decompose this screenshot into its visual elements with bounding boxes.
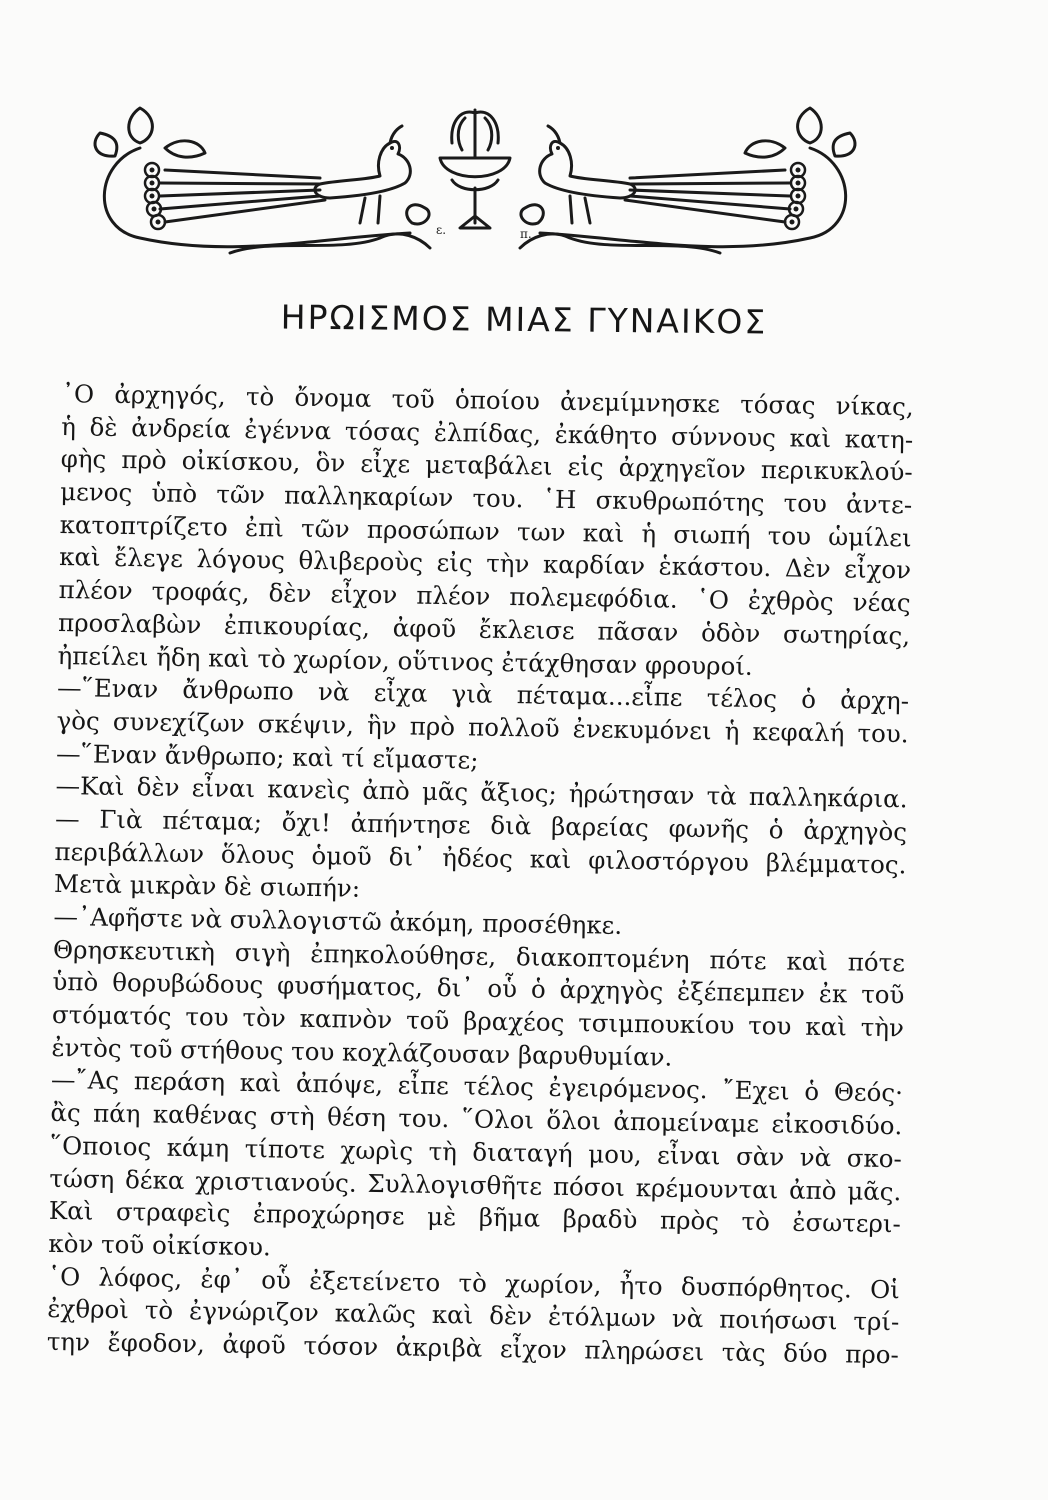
text-line: —᾿Αφῆστε νὰ συλλογιστῶ ἀκόμη, προσέθηκε. — [53, 901, 623, 940]
text-line: ᾿Ο ἀρχηγός, τὸ ὄνομα τοῦ ὁποίου ἀνεμίμνησκε τόσας νίκας, — [61, 378, 914, 422]
ornament-initial-right: π. — [520, 227, 532, 241]
text-line: καὶ ἔλεγε λόγους θλιβεροὺς εἰς τὴν καρδίαν ἑκάστου. Δὲν εἶχον — [58, 542, 912, 585]
text-line: Καὶ στραφεὶς ἐπροχώρησε μὲ βῆμα βραδὺ πρὸς τὸ ἐσωτερι- — [48, 1196, 902, 1239]
text-line: ἐχθροὶ τὸ ἐγνώριζον καλῶς καὶ δὲν ἐτόλμων νὰ ποιήσωσι τρί- — [47, 1294, 900, 1337]
text-line: πλέον τροφάς, δὲν εἶχον πλέον πολεμεφόδια. ῾Ο ἐχθρὸς νέας — [58, 575, 911, 618]
text-line: στόματός του τὸν καπνὸν τοῦ βραχέος τσιμπουκίου του καὶ τὴν — [51, 999, 905, 1043]
text-line: ἠπείλει ἤδη καὶ τὸ χωρίον, οὕτινος ἐτάχθησαν φρουροί. — [57, 640, 753, 681]
text-line: φὴς πρὸ οἰκίσκου, ὃν εἶχε μεταβάλει εἰς ἀρχηγεῖον περικυκλού- — [60, 444, 913, 487]
text-line: ῞Οποιος κάμη τίποτε χωρὶς τὴ διαταγή μου, εἶναι σὰν νὰ σκο- — [49, 1130, 903, 1174]
text-line: Μετὰ μικρὰν δὲ σιωπήν: — [53, 869, 361, 904]
peacock-fountain-ornament-icon — [80, 88, 870, 273]
text-line: την ἔφοδον, ἀφοῦ τόσον ἀκριβὰ εἶχον πληρώσει τὰς δύο προ- — [46, 1326, 899, 1370]
text-line: ῾Ο λόφος, ἐφ᾿ οὗ ἐξετείνετο τὸ χωρίον, ἦτο δυσπόρθητος. Οἱ — [47, 1261, 901, 1304]
text-line: μενος ὑπὸ τῶν παλληκαρίων του. ῾Η σκυθρωπότης του ἀντε- — [59, 477, 913, 520]
text-line: ἡ δὲ ἀνδρεία ἐγέννα τόσας ἐλπίδας, ἐκάθητο σύννους καὶ κατη- — [61, 411, 914, 455]
body-text — [47, 378, 914, 1372]
ornament-initial-left: ε. — [436, 223, 447, 237]
text-line: γὸς συνεχίζων σκέψιν, ἣν πρὸ πολλοῦ ἐνεκυμόνει ἡ κεφαλή του. — [56, 705, 909, 749]
text-line: —῞Εναν ἄνθρωπο νὰ εἶχα γιὰ πέταμα...εἶπε τέλος ὁ ἀρχη- — [56, 673, 910, 716]
text-line: προσλαβὼν ἐπικουρίας, ἀφοῦ ἔκλεισε πᾶσαν ὁδὸν σωτηρίας, — [57, 607, 911, 651]
text-line: ἂς πάη καθένας στὴ θέση του. ῞Ολοι ὅλοι ἀπομείναμε εἰκοσιδύο. — [50, 1098, 903, 1141]
text-line: περιβάλλων ὅλους ὁμοῦ δι᾿ ἠδέος καὶ φιλοστόργου βλέμματος. — [54, 836, 907, 879]
chapter-title: ΗΡΩΙΣΜΟΣ ΜΙΑΣ ΓΥΝΑΙΚΟΣ — [280, 297, 768, 342]
text-line: — Γιὰ πέταμα; ὄχι! ἀπήντησε διὰ βαρείας φωνῆς ὁ ἀρχηγὸς — [54, 803, 908, 847]
text-line: —Καὶ δὲν εἶναι κανεὶς ἀπὸ μᾶς ἄξιος; ἠρώτησαν τὰ παλληκάρια. — [55, 771, 908, 814]
text-line: Θρησκευτικὴ σιγὴ ἐπηκολούθησε, διακοπτομένη πότε καὶ πότε — [52, 934, 906, 977]
text-line: ὑπὸ θορυβώδους φυσήματος, δι᾿ οὗ ὁ ἀρχηγὸς ἐξέπεμπεν ἐκ τοῦ — [52, 967, 905, 1010]
text-line: τώση δέκα χριστιανούς. Συλλογισθῆτε πόσοι κρέμουνται ἀπὸ μᾶς. — [49, 1163, 902, 1206]
text-line: ἐντὸς τοῦ στήθους του κοχλάζουσαν βαρυθυμίαν. — [51, 1032, 673, 1072]
text-line: —῎Ας περάση καὶ ἀπόψε, εἶπε τέλος ἐγειρόμενος. ῎Εχει ὁ Θεός· — [50, 1065, 904, 1108]
text-line: κατοπτρίζετο ἐπὶ τῶν προσώπων των καὶ ἡ σιωπή του ὡμίλει — [59, 509, 912, 553]
text-line: —῞Εναν ἄνθρωπο; καὶ τί εἴμαστε; — [55, 738, 479, 775]
text-line: κὸν τοῦ οἰκίσκου. — [48, 1228, 272, 1262]
